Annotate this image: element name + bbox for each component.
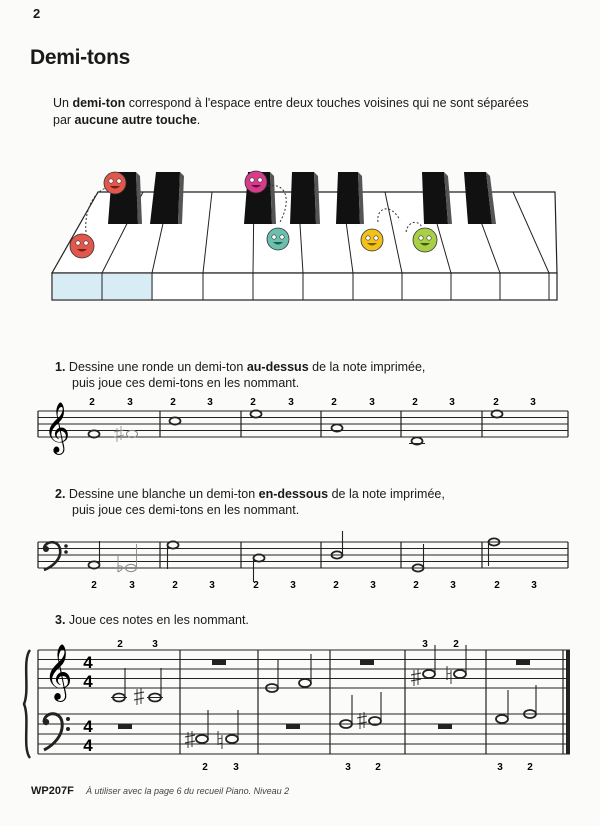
finger-number: 2 <box>412 397 418 408</box>
exercise-2-line-1 <box>55 486 445 502</box>
finger-number: 2 <box>375 762 381 773</box>
whole-note <box>251 410 262 417</box>
finger-number: 2 <box>250 397 256 408</box>
footer-code: WP207F <box>31 785 74 797</box>
exercise-text: de la note imprimée, <box>308 360 426 374</box>
finger-number: 3 <box>127 397 133 408</box>
face-red-icon <box>70 234 94 258</box>
finger-number: 2 <box>117 639 123 650</box>
intro-text: Un <box>53 96 73 110</box>
whole-note <box>492 410 503 417</box>
exercise-2-notes <box>89 531 500 582</box>
time-sig-top: 4 <box>83 717 93 736</box>
finger-number: 3 <box>209 580 215 591</box>
finger-number: 2 <box>527 762 533 773</box>
whole-rest <box>286 724 300 729</box>
time-sig-bottom: 4 <box>83 672 93 691</box>
exercise-number: 3. <box>55 613 66 627</box>
sharp-sign-icon <box>411 669 421 686</box>
face-teal-icon <box>267 228 289 250</box>
intro-bold-demi-ton: demi-ton <box>72 96 126 110</box>
staff-lines <box>38 411 568 437</box>
half-note <box>454 670 466 678</box>
whole-note <box>89 430 100 437</box>
half-note <box>196 735 208 743</box>
whole-note <box>170 417 181 424</box>
bass-clef-icon <box>43 542 68 570</box>
finger-number: 3 <box>530 397 536 408</box>
finger-number: 2 <box>172 580 178 591</box>
intro-bold-aucune: aucune autre touche <box>74 113 197 127</box>
finger-number: 3 <box>207 397 213 408</box>
footer-note: À utiliser avec la page 6 du recueil Piano. Niveau 2 <box>86 786 290 796</box>
whole-note-ghost <box>127 430 138 437</box>
exercise-2-fingerings <box>91 580 537 591</box>
bass-staff-lines <box>38 714 570 754</box>
finger-number: 2 <box>89 397 95 408</box>
half-note <box>226 735 238 743</box>
exercise-1-line-2: puis joue ces demi-tons en les nommant. <box>72 376 300 390</box>
exercise-number: 1. <box>55 360 66 374</box>
finger-number: 2 <box>202 762 208 773</box>
finger-number: 2 <box>170 397 176 408</box>
final-barline <box>566 650 570 754</box>
page-title: Demi-tons <box>30 46 130 69</box>
finger-number: 2 <box>333 580 339 591</box>
finger-number: 2 <box>331 397 337 408</box>
exercise-text: de la note imprimée, <box>328 487 445 501</box>
sharp-sign-icon <box>134 688 144 705</box>
treble-staff-lines <box>38 650 570 688</box>
finger-number: 3 <box>369 397 375 408</box>
page-number: 2 <box>33 6 41 21</box>
whole-rest <box>118 724 132 729</box>
face-red-icon <box>104 172 126 194</box>
exercise-text: Joue ces notes en les nommant. <box>68 613 249 627</box>
finger-number: 2 <box>91 580 97 591</box>
finger-number: 3 <box>152 639 158 650</box>
finger-number: 3 <box>531 580 537 591</box>
finger-number: 3 <box>290 580 296 591</box>
bass-notes <box>118 685 536 749</box>
exercise-2-staff <box>0 525 600 595</box>
exercise-text: Dessine une ronde un demi-ton <box>68 360 247 374</box>
half-note <box>254 554 265 561</box>
whole-rest <box>360 660 374 665</box>
keyboard-illustration <box>40 150 570 310</box>
face-magenta-icon <box>245 171 267 193</box>
flat-sign-icon <box>118 555 123 572</box>
exercise-bold: en-dessous <box>258 487 329 501</box>
finger-number: 3 <box>450 580 456 591</box>
half-note <box>89 561 100 568</box>
exercise-3-line-1 <box>55 612 249 628</box>
face-yellow-icon <box>361 229 383 251</box>
exercise-number: 2. <box>55 487 66 501</box>
half-note <box>423 670 435 678</box>
half-note <box>299 679 311 687</box>
finger-number: 2 <box>494 580 500 591</box>
finger-number: 3 <box>422 639 428 650</box>
exercise-text: Dessine une blanche un demi-ton <box>68 487 259 501</box>
brace <box>24 650 30 758</box>
finger-number: 2 <box>413 580 419 591</box>
sharp-sign-icon <box>185 731 195 748</box>
time-sig-bottom: 4 <box>83 736 93 755</box>
finger-number: 3 <box>233 762 239 773</box>
finger-number: 3 <box>449 397 455 408</box>
exercise-bold: au-dessus <box>246 360 309 374</box>
finger-number: 2 <box>453 639 459 650</box>
half-note <box>168 541 179 548</box>
face-green-icon <box>413 228 437 252</box>
exercise-1-notes <box>89 410 503 444</box>
treble-clef-icon: 𝄞 <box>44 646 73 699</box>
time-sig-top: 4 <box>83 653 93 672</box>
bass-clef-icon <box>43 714 70 750</box>
black-key <box>150 172 180 224</box>
intro-text: . <box>196 113 201 127</box>
whole-rest <box>438 724 452 729</box>
exercise-1-staff <box>0 390 600 460</box>
treble-notes <box>111 645 530 705</box>
black-key <box>422 172 448 224</box>
exercise-1-line-1 <box>55 359 425 375</box>
whole-rest <box>212 660 226 665</box>
intro-line-1 <box>53 95 529 112</box>
finger-number: 3 <box>370 580 376 591</box>
sharp-sign-icon <box>114 426 124 442</box>
half-note <box>496 715 508 723</box>
exercise-3-grand-staff <box>0 630 600 778</box>
key-front-highlight <box>53 274 153 299</box>
finger-number: 2 <box>493 397 499 408</box>
black-key <box>290 172 316 224</box>
finger-number: 3 <box>288 397 294 408</box>
finger-number: 2 <box>253 580 259 591</box>
treble-clef-icon: 𝄞 <box>44 403 71 452</box>
intro-text: par <box>53 113 75 127</box>
finger-number: 3 <box>497 762 503 773</box>
finger-number: 3 <box>129 580 135 591</box>
sharp-sign-icon <box>357 712 367 729</box>
black-keys <box>108 172 496 224</box>
whole-rest <box>516 660 530 665</box>
intro-text: correspond à l'espace entre deux touches voisines qui ne sont séparées <box>125 96 529 110</box>
finger-number: 3 <box>345 762 351 773</box>
exercise-2-line-2: puis joue ces demi-tons en les nommant. <box>72 503 300 517</box>
black-key <box>336 172 360 224</box>
exercise-1-fingerings <box>89 397 536 408</box>
intro-line-2 <box>53 112 200 129</box>
time-signature <box>83 653 93 755</box>
